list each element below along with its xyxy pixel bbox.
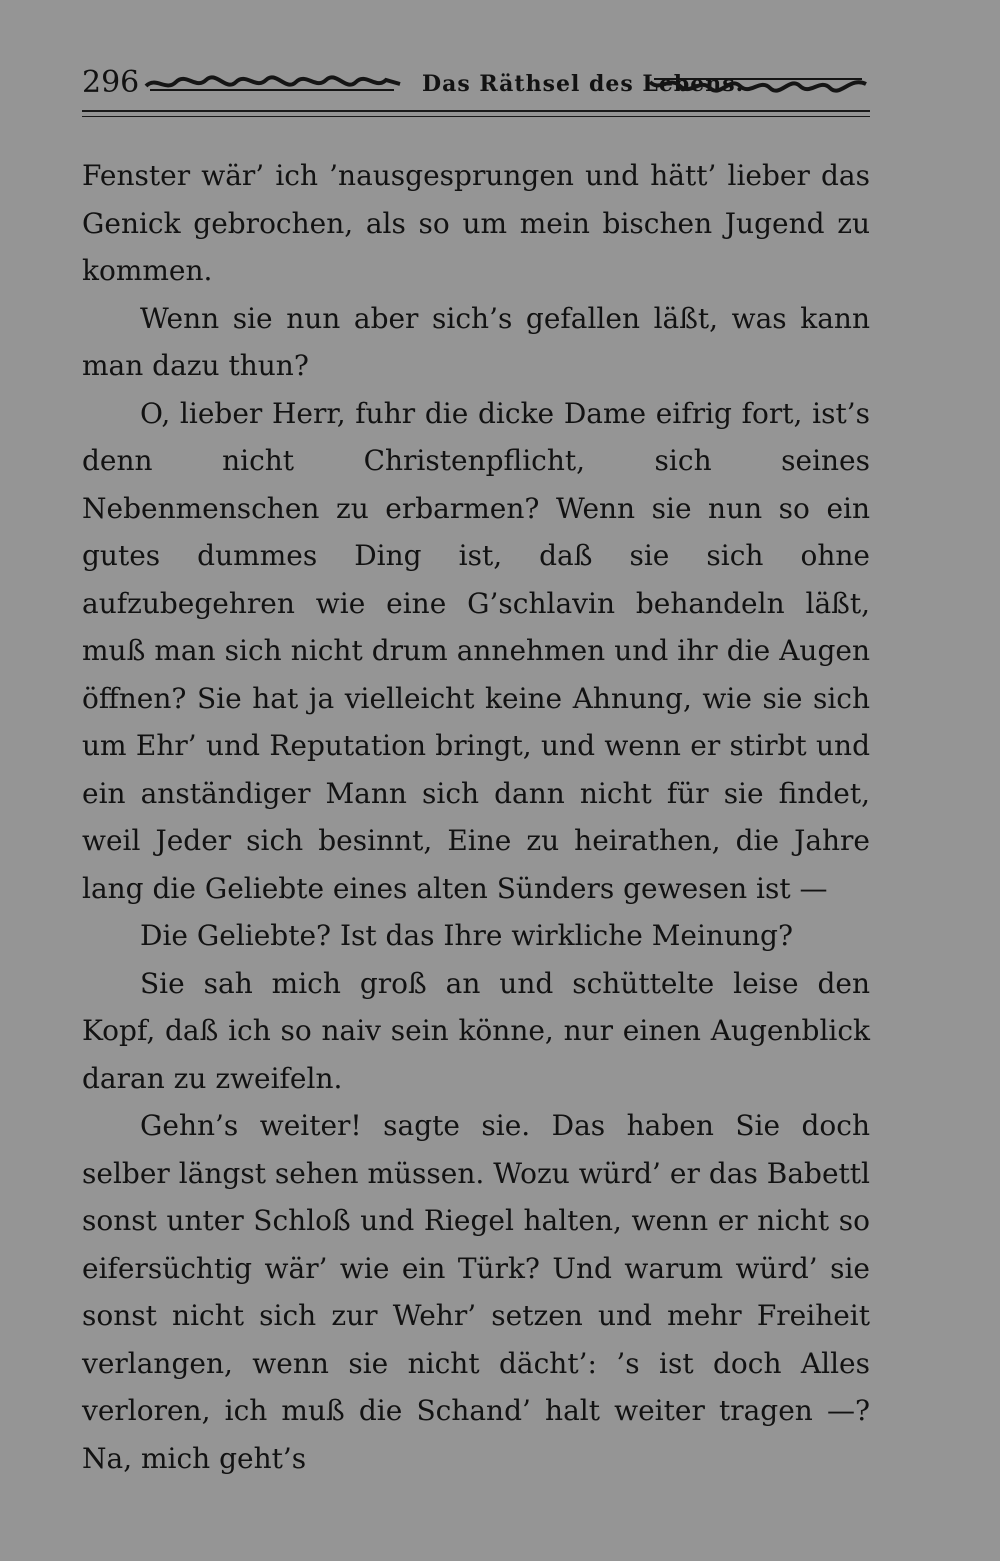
book-page bbox=[82, 60, 870, 1520]
header-rule-thin bbox=[82, 116, 870, 117]
running-title: Das Räthsel des Lebens. bbox=[422, 71, 745, 97]
header-ornament-left bbox=[144, 74, 402, 94]
paragraph: Wenn sie nun aber sich’s gefallen läßt, was kann man dazu thun? bbox=[82, 301, 870, 382]
paragraph: O, lieber Herr, fuhr die dicke Dame eifrig fort, ist’s denn nicht Christenpflicht, sich seines Nebenmenschen zu erbarmen? Wenn sie nun so ein gutes dummes Ding ist, daß sie sich ohne aufzubegehren wie eine G’schlavin behandeln läßt, muß man sich nicht drum annehmen und ihr die Augen öffnen? Sie hat ja vielleicht keine Ahnung, wie sie sich um Ehr’ und Reputation bringt, und wenn er stirbt und ein anständiger Mann sich dann nicht für sie findet, weil Jeder sich besinnt, Eine zu heirathen, die Jahre lang die Geliebte eines alten Sünders gewesen ist — bbox=[82, 396, 870, 905]
header-rule-thick bbox=[82, 110, 870, 112]
body-text bbox=[82, 152, 870, 1482]
paragraph: Gehn’s weiter! sagte sie. Das haben Sie doch selber längst sehen müssen. Wozu würd’ er das Babettl sonst unter Schloß und Riegel halten, wenn er nicht so eifersüchtig wär’ wie ein Türk? Und warum würd’ sie sonst nicht sich zur Wehr’ setzen und mehr Freiheit verlangen, wenn sie nicht dächt’: ’s ist doch Alles verloren, ich muß die Schand’ halt weiter tragen —? Na, mich geht’s bbox=[82, 1109, 870, 1475]
page-number: 296 bbox=[82, 65, 140, 100]
running-head bbox=[82, 60, 870, 108]
paragraph: Die Geliebte? Ist das Ihre wirkliche Meinung? bbox=[140, 919, 793, 952]
paragraph: Sie sah mich groß an und schüttelte leise den Kopf, daß ich so naiv sein könne, nur einen Augenblick daran zu zweifeln. bbox=[82, 966, 870, 1095]
paragraph: Fenster wär’ ich ’nausgesprungen und hätt’ lieber das Genick gebrochen, als so um mein bischen Jugend zu kommen. bbox=[82, 159, 870, 287]
header-ornament-right bbox=[648, 74, 868, 94]
